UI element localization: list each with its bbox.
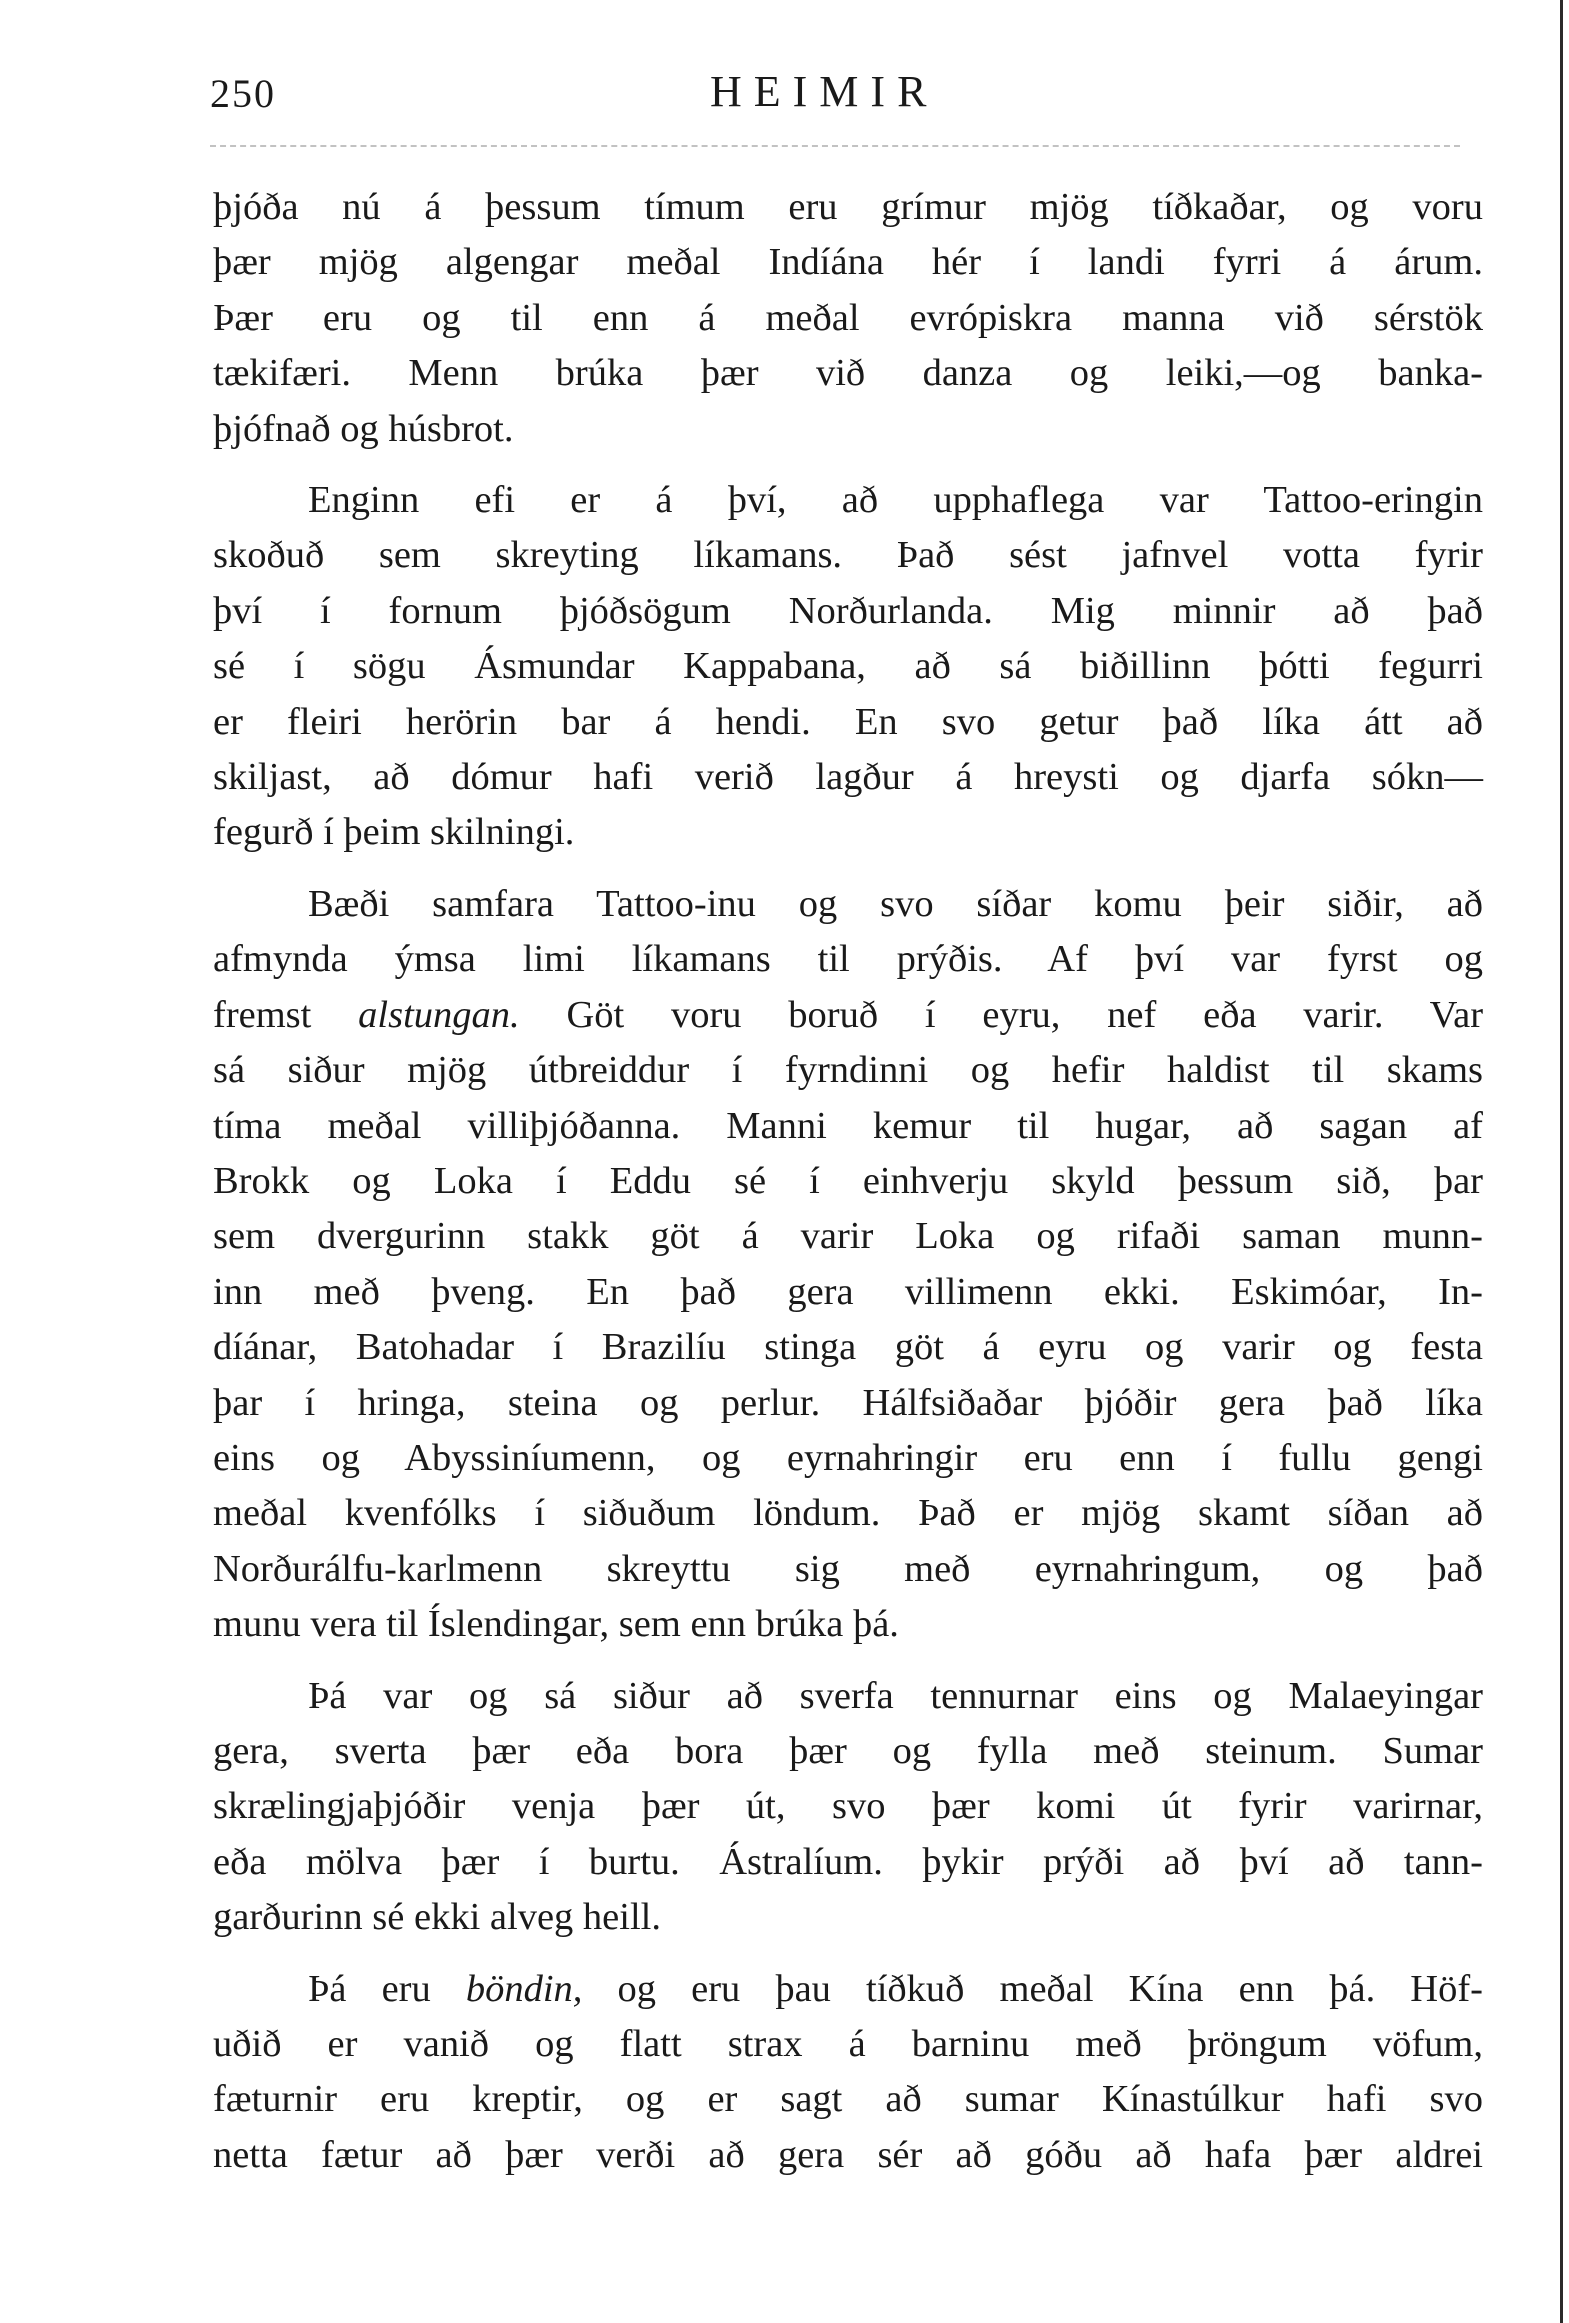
text-line: garðurinn sé ekki alveg heill.	[213, 1896, 661, 1939]
text-line: Norðurálfu-karlmenn skreyttu sig með eyrnahringum, og það	[213, 1547, 1483, 1590]
text-fragment: Þá eru	[308, 1967, 431, 2010]
text-line: skiljast, að dómur hafi verið lagður á hreysti og djarfa sókn—	[213, 756, 1483, 799]
text-line: þar í hringa, steina og perlur. Hálfsiðaðar þjóðir gera það líka	[213, 1381, 1483, 1424]
text-line: meðal kvenfólks í siðuðum löndum. Það er mjög skamt síðan að	[213, 1492, 1483, 1535]
italic-term: böndin,	[465, 1967, 583, 2010]
text-line: munu vera til Íslendingar, sem enn brúka þá.	[213, 1603, 899, 1646]
text-line: er fleiri herörin bar á hendi. En svo getur það líka átt að	[213, 700, 1483, 743]
text-line: þær mjög algengar meðal Indíána hér í landi fyrri á árum.	[213, 241, 1483, 284]
text-line: eins og Abyssiníumenn, og eyrnahringir eru enn í fullu gengi	[213, 1436, 1483, 1479]
text-line: þjófnað og húsbrot.	[213, 407, 514, 450]
text-line: skrælingjaþjóðir venja þær út, svo þær komi út fyrir varirnar,	[213, 1785, 1483, 1828]
text-line: sá siður mjög útbreiddur í fyrndinni og hefir haldist til skams	[213, 1049, 1483, 1092]
text-line: inn með þveng. En það gera villimenn ekki. Eskimóar, In-	[213, 1270, 1483, 1313]
page-number: 250	[210, 71, 276, 116]
text-line	[213, 988, 1483, 1043]
text-line: sé í sögu Ásmundar Kappabana, að sá biðillinn þótti fegurri	[213, 645, 1483, 688]
italic-term: alstungan.	[358, 993, 520, 1036]
text-line: sem dvergurinn stakk göt á varir Loka og rifaði saman munn-	[213, 1215, 1483, 1258]
text-line	[213, 1962, 1483, 2017]
text-line: afmynda ýmsa limi líkamans til prýðis. Af því var fyrst og	[213, 938, 1483, 981]
text-line: Brokk og Loka í Eddu sé í einhverju skyld þessum sið, þar	[213, 1159, 1483, 1202]
paragraph-2	[213, 473, 1483, 861]
text-line: díánar, Batohadar í Brazilíu stinga göt á eyru og varir og festa	[213, 1326, 1483, 1369]
body-text	[213, 180, 1483, 2183]
text-line: eða mölva þær í burtu. Ástralíum. þykir prýði að því að tann-	[213, 1840, 1483, 1883]
text-line: Enginn efi er á því, að upphaflega var Tattoo-eringin	[308, 479, 1483, 522]
text-line: þjóða nú á þessum tímum eru grímur mjög tíðkaðar, og voru	[213, 186, 1483, 228]
text-line: því í fornum þjóðsögum Norðurlanda. Mig minnir að það	[213, 589, 1483, 632]
text-line: skoðuð sem skreyting líkamans. Það sést jafnvel votta fyrir	[213, 534, 1483, 577]
page-header	[210, 62, 1430, 132]
text-fragment: og eru þau tíðkuð meðal Kína enn þá. Höf-	[617, 1967, 1484, 2010]
text-line: Bæði samfara Tattoo-inu og svo síðar komu þeir siðir, að	[308, 882, 1483, 925]
text-line: tækifæri. Menn brúka þær við danza og leiki,—og banka-	[213, 352, 1483, 395]
text-fragment: Göt voru boruð í eyru, nef eða varir. Var	[566, 993, 1484, 1036]
text-line: Þær eru og til enn á meðal evrópiskra manna við sérstök	[213, 296, 1483, 339]
running-title: HEIMIR	[710, 67, 939, 116]
text-line: tíma meðal villiþjóðanna. Manni kemur til hugar, að sagan af	[213, 1104, 1483, 1147]
text-line: fæturnir eru kreptir, og er sagt að sumar Kínastúlkur hafi svo	[213, 2078, 1483, 2121]
header-rule	[210, 145, 1460, 147]
text-line: fegurð í þeim skilningi.	[213, 811, 575, 854]
text-fragment: fremst	[213, 993, 312, 1036]
paragraph-1	[213, 180, 1483, 457]
text-line: netta fætur að þær verði að gera sér að góðu að hafa þær aldrei	[213, 2133, 1483, 2176]
paragraph-4	[213, 1669, 1483, 1946]
paragraph-3	[213, 877, 1483, 1653]
page-edge-shadow	[1560, 0, 1563, 2323]
text-line: uðið er vanið og flatt strax á barninu með þröngum vöfum,	[213, 2023, 1483, 2065]
paragraph-5	[213, 1962, 1483, 2184]
text-line: gera, sverta þær eða bora þær og fylla með steinum. Sumar	[213, 1729, 1483, 1772]
text-line: Þá var og sá siður að sverfa tennurnar eins og Malaeyingar	[308, 1674, 1483, 1717]
